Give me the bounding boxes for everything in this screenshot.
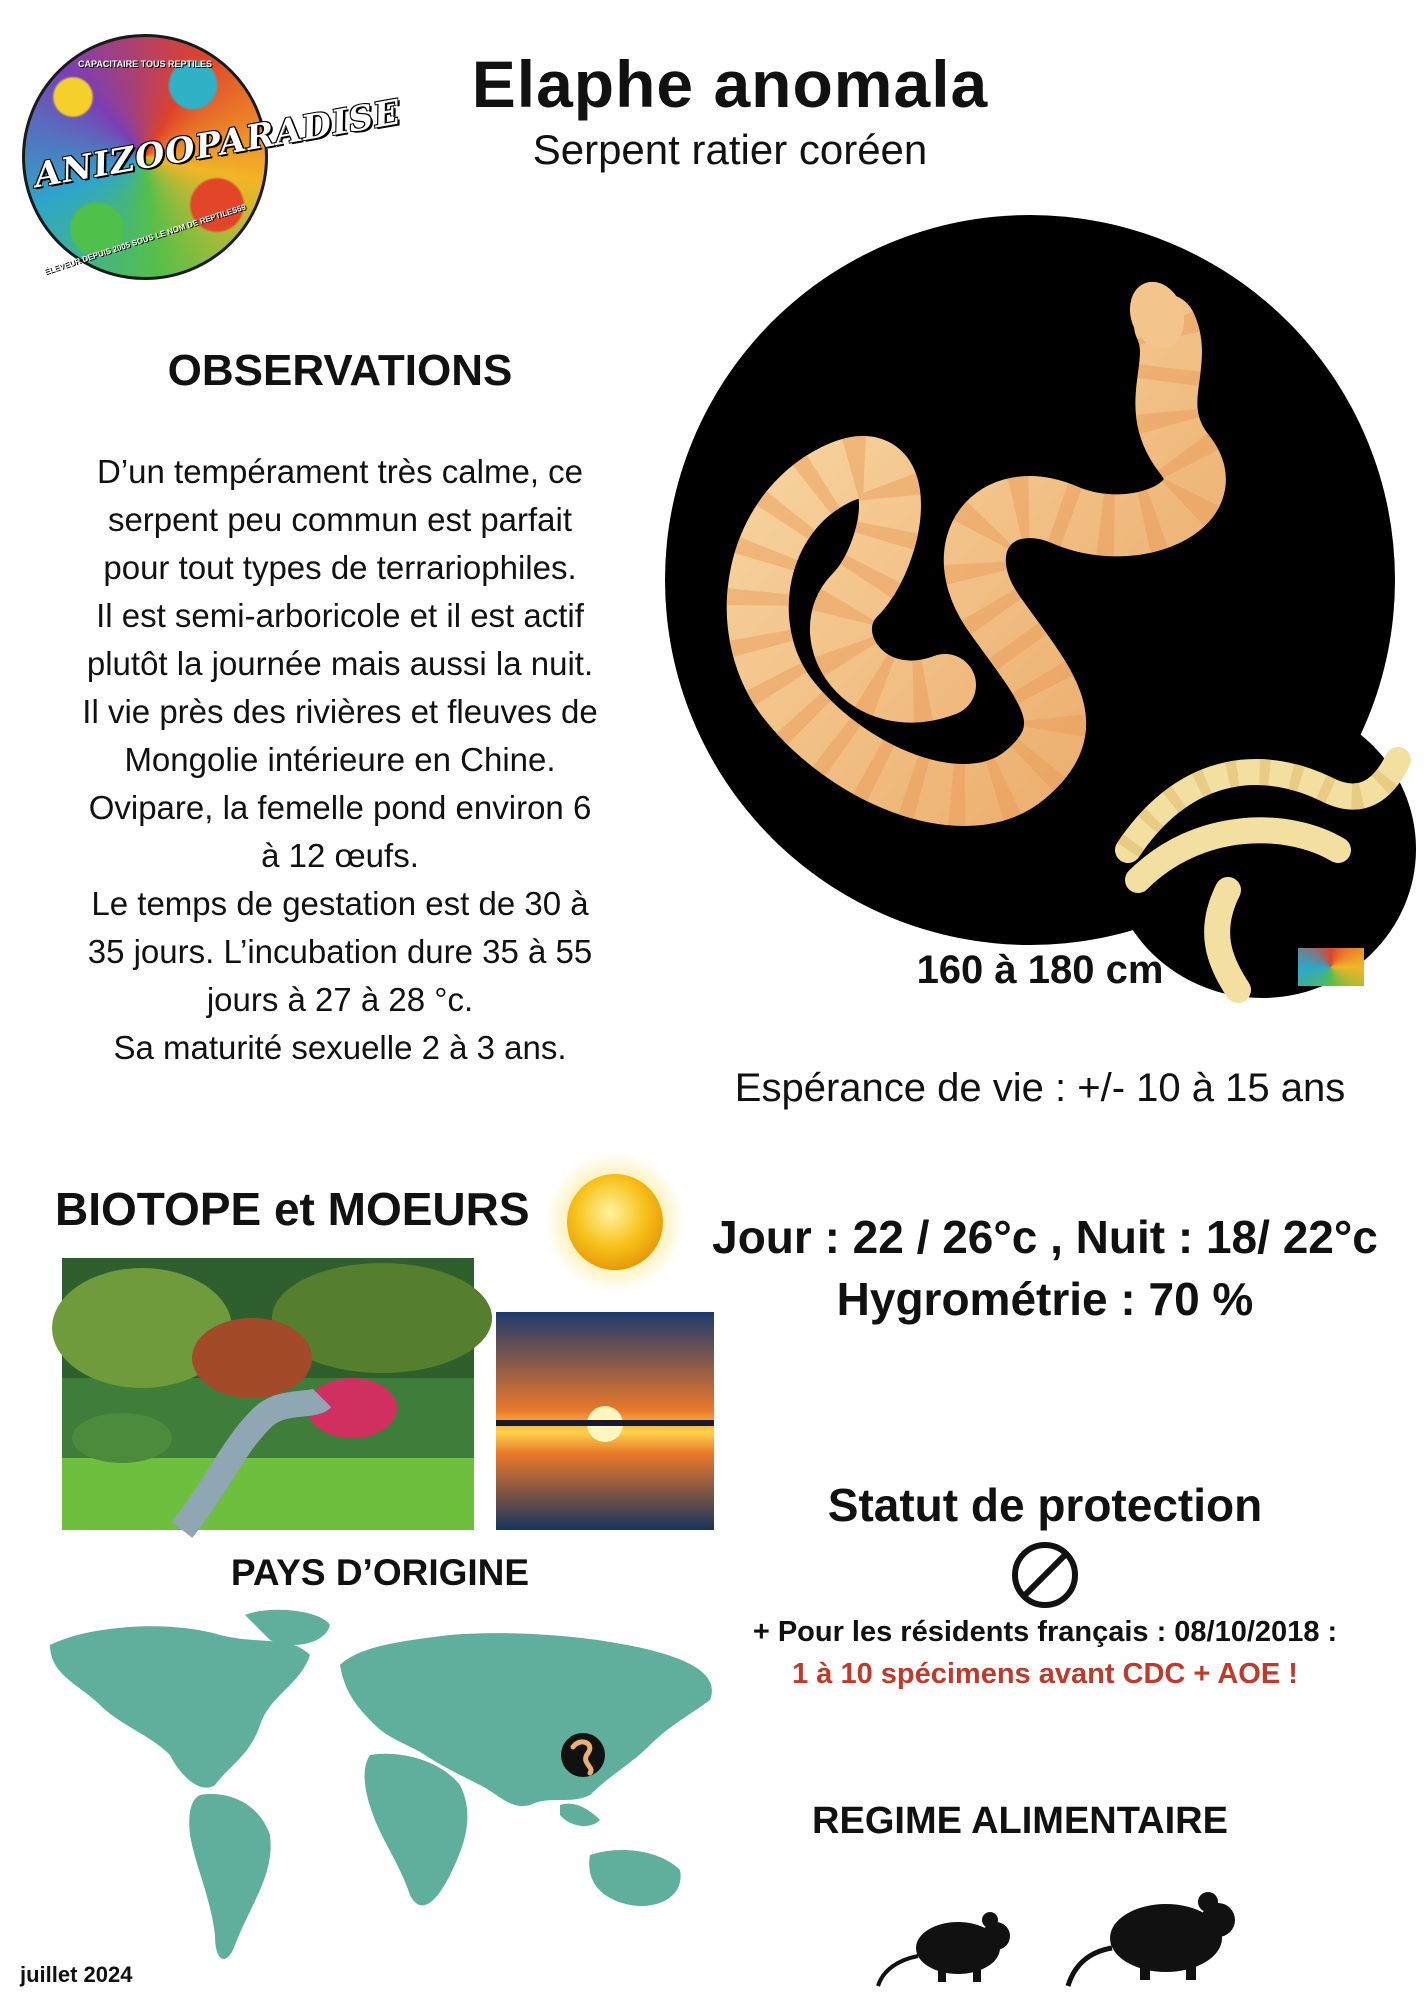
resident-warning: 1 à 10 spécimens avant CDC + AOE ! <box>792 1658 1298 1690</box>
humidity: Hygrométrie : 70 % <box>836 1273 1254 1325</box>
document-date: juillet 2024 <box>20 1962 133 1987</box>
prohibited-icon <box>1010 1540 1080 1610</box>
observation-line: jours à 27 à 28 °c. <box>206 981 474 1018</box>
world-map <box>30 1605 740 1975</box>
resident-note: + Pour les résidents français : 08/10/2018 : <box>752 1616 1338 1648</box>
rat-icon <box>1068 1880 1244 1990</box>
observation-line: D’un tempérament très calme, ce <box>96 453 584 490</box>
adult-size: 160 à 180 cm <box>916 948 1164 992</box>
observations-text <box>40 448 640 1072</box>
observations-heading: OBSERVATIONS <box>167 346 513 395</box>
observation-line: Ovipare, la femelle pond environ 6 <box>88 789 592 826</box>
logo-bottom-text: ÉLEVEUR DEPUIS 2005 SOUS LE NOM DE REPTILES59 <box>42 202 248 277</box>
lifespan: Espérance de vie : +/- 10 à 15 ans <box>734 1066 1346 1110</box>
diet-heading: REGIME ALIMENTAIRE <box>812 1800 1228 1842</box>
observation-line: Le temps de gestation est de 30 à <box>91 885 589 922</box>
brand-logo <box>22 34 404 280</box>
observation-line: Il vie près des rivières et fleuves de <box>82 693 598 730</box>
species-title: Elaphe anomala <box>471 47 989 121</box>
observation-line: Mongolie intérieure en Chine. <box>124 741 556 778</box>
protection-heading: Statut de protection <box>827 1479 1263 1531</box>
mouse-icon <box>878 1900 1018 1990</box>
biotope-heading: BIOTOPE et MOEURS <box>55 1183 530 1235</box>
observation-line: 35 jours. L’incubation dure 35 à 55 <box>87 933 593 970</box>
temperature-range: Jour : 22 / 26°c , Nuit : 18/ 22°c <box>712 1211 1378 1263</box>
observation-line: pour tout types de terrariophiles. <box>103 549 577 586</box>
logo-name: ANIZOOPARADISE <box>31 92 404 197</box>
watermark-logo <box>1298 948 1364 986</box>
observation-line: Il est semi-arboricole et il est actif <box>96 597 584 634</box>
observation-line: serpent peu commun est parfait <box>107 501 573 538</box>
sun-icon <box>545 1152 685 1292</box>
logo-top-text: CAPACITAIRE TOUS REPTILES <box>77 59 212 69</box>
species-common-name: Serpent ratier coréen <box>532 126 928 173</box>
observation-line: plutôt la journée mais aussi la nuit. <box>86 645 594 682</box>
biotope-photo-garden <box>62 1258 474 1530</box>
observation-line: à 12 œufs. <box>261 837 419 874</box>
observation-line: Sa maturité sexuelle 2 à 3 ans. <box>113 1029 567 1066</box>
origin-heading: PAYS D’ORIGINE <box>230 1552 530 1593</box>
biotope-photo-sunset <box>496 1312 714 1530</box>
snake-location-marker <box>561 1733 605 1777</box>
